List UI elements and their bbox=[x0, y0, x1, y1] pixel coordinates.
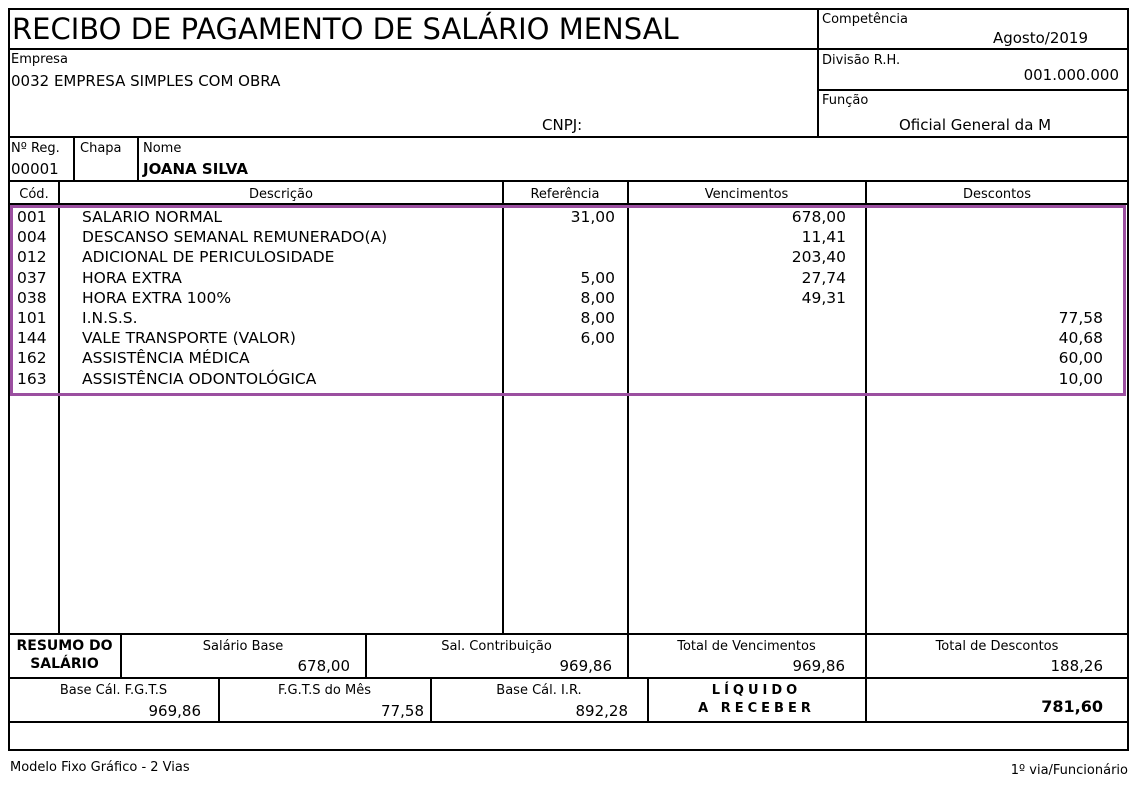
salario-base-label: Salário Base bbox=[202, 639, 284, 654]
salario-base-value: 678,00 bbox=[297, 657, 350, 675]
header-right-divider bbox=[817, 9, 819, 136]
header-vencimentos: Vencimentos bbox=[704, 187, 789, 202]
nome-value: JOANA SILVA bbox=[143, 160, 248, 178]
cell-referencia: 31,00 bbox=[570, 208, 615, 226]
cell-cod: 163 bbox=[17, 369, 47, 388]
empresa-value: 0032 EMPRESA SIMPLES COM OBRA bbox=[11, 72, 281, 90]
total-venc-value: 969,86 bbox=[792, 657, 845, 675]
cell-descontos: 60,00 bbox=[1058, 349, 1103, 368]
divisao-divider bbox=[818, 89, 1128, 91]
cell-cod: 001 bbox=[17, 208, 47, 226]
base-fgts-label: Base Cál. F.G.T.S bbox=[59, 683, 168, 698]
summary-mid-divider bbox=[9, 677, 1128, 679]
funcao-value: Oficial General da M bbox=[899, 116, 1052, 134]
cell-vencimentos: 49,31 bbox=[801, 288, 846, 307]
liquido-line2: A RECEBER bbox=[698, 701, 815, 716]
cell-descricao: ASSISTÊNCIA MÉDICA bbox=[82, 349, 250, 368]
resumo-line1: RESUMO DO bbox=[16, 638, 113, 654]
highlight-box bbox=[10, 205, 1126, 396]
header-descricao: Descrição bbox=[249, 187, 313, 202]
sal-contrib-label: Sal. Contribuição bbox=[441, 639, 552, 654]
fgts-mes-value: 77,58 bbox=[381, 702, 424, 720]
divisao-label: Divisão R.H. bbox=[822, 53, 901, 68]
header-referencia: Referência bbox=[530, 187, 600, 202]
empresa-label: Empresa bbox=[11, 52, 68, 67]
chapa-divider bbox=[137, 137, 139, 181]
liquido-value: 781,60 bbox=[1041, 697, 1103, 716]
base-ir-value: 892,28 bbox=[575, 702, 628, 720]
reg-divider bbox=[73, 137, 75, 181]
cell-cod: 004 bbox=[17, 228, 47, 247]
cell-vencimentos: 203,40 bbox=[791, 248, 846, 267]
nome-label: Nome bbox=[143, 141, 182, 156]
table-header-top-divider bbox=[9, 180, 1128, 182]
header-descontos: Descontos bbox=[963, 187, 1031, 202]
employee-top-divider bbox=[9, 136, 1128, 138]
cell-descricao: I.N.S.S. bbox=[82, 309, 138, 327]
cell-vencimentos: 27,74 bbox=[801, 268, 846, 287]
page-title: RECIBO DE PAGAMENTO DE SALÁRIO MENSAL bbox=[12, 12, 679, 46]
cell-cod: 038 bbox=[17, 288, 47, 307]
total-venc-label: Total de Vencimentos bbox=[677, 639, 816, 654]
cell-cod: 162 bbox=[17, 349, 47, 368]
header-cod: Cód. bbox=[19, 187, 49, 202]
reg-value: 00001 bbox=[11, 160, 59, 178]
cell-cod: 037 bbox=[17, 268, 47, 287]
fgts-mes-label: F.G.T.S do Mês bbox=[278, 683, 371, 698]
cell-cod: 144 bbox=[17, 329, 47, 348]
cell-descricao: HORA EXTRA 100% bbox=[82, 288, 232, 307]
cell-referencia: 8,00 bbox=[580, 288, 615, 307]
total-desc-label: Total de Descontos bbox=[935, 639, 1059, 654]
cell-descontos: 77,58 bbox=[1058, 309, 1103, 327]
cell-vencimentos: 678,00 bbox=[791, 208, 846, 226]
sal-contrib-value: 969,86 bbox=[559, 657, 612, 675]
cell-descricao: SALARIO NORMAL bbox=[82, 208, 222, 226]
total-desc-value: 188,26 bbox=[1050, 657, 1103, 675]
cell-descricao: VALE TRANSPORTE (VALOR) bbox=[82, 329, 296, 348]
base-ir-label: Base Cál. I.R. bbox=[496, 683, 582, 698]
cnpj-label: CNPJ: bbox=[542, 116, 583, 134]
chapa-label: Chapa bbox=[80, 141, 122, 156]
competencia-value: Agosto/2019 bbox=[992, 29, 1088, 47]
cell-descricao: DESCANSO SEMANAL REMUNERADO(A) bbox=[82, 228, 388, 247]
cell-descontos: 40,68 bbox=[1058, 329, 1103, 348]
footer-via: 1º via/Funcionário bbox=[1010, 763, 1128, 778]
cell-descontos: 10,00 bbox=[1058, 369, 1103, 388]
resumo-line2: SALÁRIO bbox=[30, 656, 99, 672]
cell-descricao: HORA EXTRA bbox=[82, 268, 182, 287]
cell-cod: 012 bbox=[17, 248, 47, 267]
title-divider bbox=[9, 48, 818, 50]
competencia-divider bbox=[818, 48, 1128, 50]
reg-label: Nº Reg. bbox=[11, 141, 60, 156]
cell-referencia: 6,00 bbox=[580, 329, 615, 348]
footer-modelo: Modelo Fixo Gráfico - 2 Vias bbox=[10, 760, 190, 775]
cell-referencia: 8,00 bbox=[580, 309, 615, 327]
summary-top-divider bbox=[9, 633, 1128, 635]
cell-descricao: ADICIONAL DE PERICULOSIDADE bbox=[82, 248, 335, 267]
cell-vencimentos: 11,41 bbox=[801, 228, 846, 247]
funcao-label: Função bbox=[822, 93, 869, 108]
cell-cod: 101 bbox=[17, 309, 47, 327]
liquido-line1: LÍQUIDO bbox=[711, 683, 802, 698]
divisao-value: 001.000.000 bbox=[1023, 66, 1119, 84]
cell-descricao: ASSISTÊNCIA ODONTOLÓGICA bbox=[82, 369, 317, 388]
base-fgts-value: 969,86 bbox=[148, 702, 201, 720]
cell-referencia: 5,00 bbox=[580, 268, 615, 287]
competencia-label: Competência bbox=[822, 12, 909, 27]
summary-bottom-divider bbox=[9, 721, 1128, 723]
